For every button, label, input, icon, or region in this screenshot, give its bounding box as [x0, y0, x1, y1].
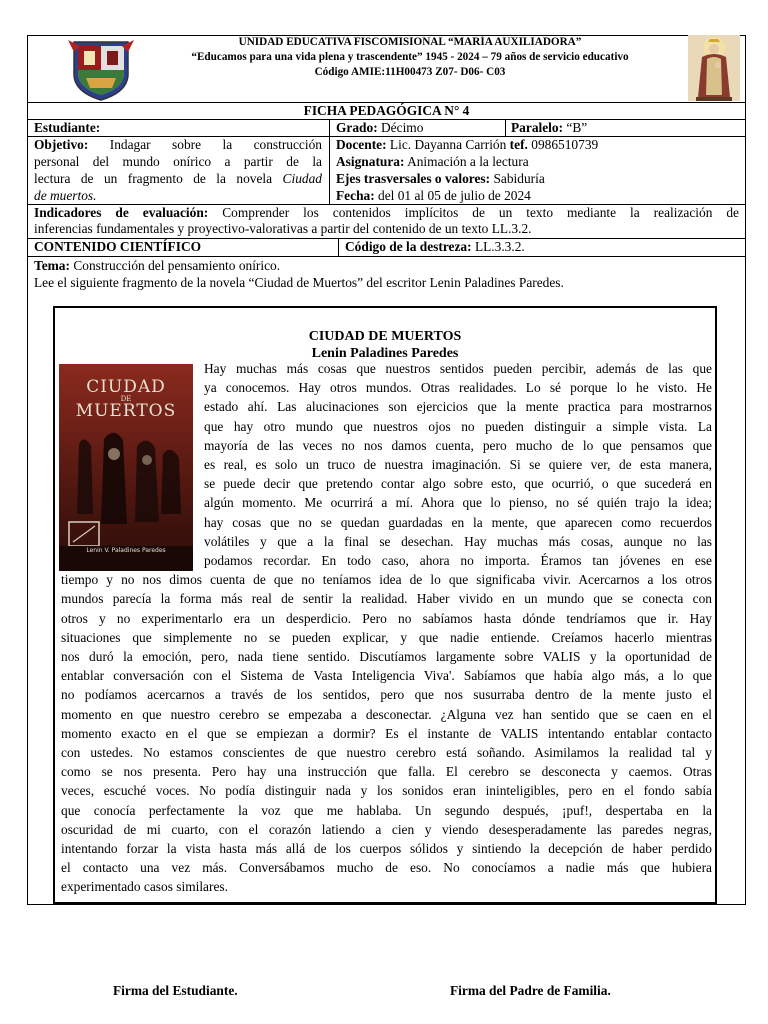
reading-title: CIUDAD DE MUERTOS	[308, 329, 462, 344]
objective-line-1	[34, 137, 322, 153]
book-cover-image	[59, 364, 193, 571]
parallel-field	[511, 120, 587, 136]
reading-line: podamos recordar. En todo caso, ahora no importa. Éramos tan jóvenes en ese	[204, 553, 712, 568]
reading-line: mundos parecía la forma más real de sentir la realidad. Haber vivido en un mundo que se conecta con	[61, 591, 712, 607]
teacher-field	[336, 137, 598, 153]
parallel-value: “B”	[566, 120, 588, 135]
reading-line: mayoría de las veces no nos damos cuenta, pero mucho de lo que pensamos que	[204, 437, 712, 453]
topic-field	[34, 258, 280, 274]
grade-value: Décimo	[381, 120, 424, 135]
reading-line: veces, escuché voces. No podía distinguir nada y los sonidos eran ininteligibles, pero en el fondo sabía	[61, 783, 712, 799]
objective-label: Objetivo:	[34, 137, 89, 152]
indicators-line-2: inferencias fundamentales y proyectivo-valorativas a partir del contenido de un texto LL.3.2.	[34, 221, 532, 236]
reading-line: es real, es solo un truco de nuestra imaginación. Si se quiere ver, de esta manera,	[204, 457, 712, 472]
indicators-text-1: Comprender los contenidos implícitos de un texto mediante la realización de	[222, 205, 740, 220]
objective-text-3: lectura de un fragmento de la novela	[34, 171, 273, 186]
student-signature-label: Firma del Estudiante.	[113, 983, 238, 998]
axes-label: Ejes trasversales o valores:	[336, 171, 491, 186]
reading-line: intentando forzar la vista hasta más allá de los cuerpos sólidos y sintiendo la decepción de haber perdido	[61, 841, 712, 856]
frame-bottom	[27, 904, 746, 905]
frame-left	[27, 35, 28, 905]
reading-line: hay cosas que no se quedan guardadas en la mente, que aparecen como recuerdos	[204, 514, 712, 530]
objective-text-4: de muertos.	[34, 188, 97, 203]
reading-line: Hay muchas más cosas que nuestros sentidos pueden percibir, además de las que	[204, 361, 712, 376]
reading-line: se puede decir que pretendo contar algo sobre esto, que ocurrió, o que sucederá en	[204, 476, 712, 492]
date-label: Fecha:	[336, 188, 375, 203]
objective-line-3	[34, 171, 322, 187]
reading-line: otros y no experimentarlo era un desperdicio. Pero no sabíamos hasta dónde tendríamos que ir. Hay	[61, 610, 712, 626]
subject-label: Asignatura:	[336, 154, 405, 169]
school-code: Código AMIE:11H00473 Z07- D06- C03	[314, 66, 506, 78]
parent-signature-label: Firma del Padre de Familia.	[450, 983, 611, 998]
reading-instruction: Lee el siguiente fragmento de la novela “Ciudad de Muertos” del escritor Lenin Paladines Paredes.	[34, 275, 564, 290]
col-divider-parallel	[505, 119, 506, 137]
skill-field	[345, 239, 525, 255]
reading-line: momento en que nuestro cerebro se empezaba a desconectar. ¿Alguna vez han sentido que se caen en el	[61, 706, 712, 722]
objective-novel-title: Ciudad	[282, 171, 322, 186]
reading-line: el contacto una vez más. Conversábamos mucho de eso. No conocíamos a nadie más que hubiera	[61, 860, 712, 876]
reading-line: entablar conversación con el Sistema de Vasta Inteligencia Viva'. Sabíamos que había algo más, a lo que	[61, 668, 712, 684]
phone-value: 0986510739	[531, 137, 599, 152]
subject-value: Animación a la lectura	[407, 154, 529, 169]
skill-value: LL.3.3.2.	[474, 239, 525, 254]
reading-line: no podíamos acercarnos a través de los sentidos, pero que nos susurraba dentro de la mente justo el	[61, 687, 712, 703]
reading-line: que conocía perfectamente la voz que me hablaba. Un segundo después, ¡puf!, despertaba en la	[61, 802, 712, 818]
phone-label: tef.	[509, 137, 528, 152]
reading-line: que hay otro mundo que nuestros ojos no pueden distinguir a simple vista. La	[204, 418, 712, 434]
rule-under-content	[27, 256, 746, 257]
reading-line: situaciones que simplemente no se pueden explicar, y que nadie entiende. Creíamos hacerlo mientras	[61, 629, 712, 645]
student-label: Estudiante:	[34, 120, 101, 135]
topic-label: Tema:	[34, 258, 70, 273]
objective-line-2: personal del mundo onírico a partir de la	[34, 154, 322, 169]
axes-field	[336, 171, 545, 187]
reading-line: volátiles y que a la final se desechan. Hay muchas más cosas, aunque no las	[204, 533, 712, 549]
school-name: UNIDAD EDUCATIVA FISCOMISIONAL “MARÍA AUXILIADORA”	[238, 36, 582, 48]
reading-line: algún momento. Me ocurrirá a mí. Ahora que lo pienso, no sé quién trajo la idea;	[204, 495, 712, 511]
content-label: CONTENIDO CIENTÍFICO	[34, 239, 202, 254]
skill-label: Código de la destreza:	[345, 239, 472, 254]
cover-title-de: DE	[120, 395, 132, 403]
frame-right	[745, 35, 746, 905]
grade-field	[336, 120, 423, 136]
reading-line: como se nos presenta. Pero hay una instrucción que falla. El cerebro se desconecta y caemos. Otras	[61, 764, 712, 780]
reading-author: Lenin Paladines Paredes	[311, 346, 459, 361]
teacher-label: Docente:	[336, 137, 387, 152]
topic-value: Construcción del pensamiento onírico.	[73, 258, 281, 273]
school-motto: “Educamos para una vida plena y trascendente” 1945 - 2024 – 79 años de servicio educativo	[191, 51, 629, 63]
col-divider-content	[338, 238, 339, 257]
date-value: del 01 al 05 de julio de 2024	[378, 188, 531, 203]
axes-value: Sabiduría	[493, 171, 545, 186]
indicators-line-1	[34, 205, 739, 221]
objective-line-4	[34, 188, 96, 204]
reading-line: ya conocemos. Hay otros mundos. Otras realidades. Lo sé porque lo he visto. He	[204, 380, 712, 396]
teacher-value: Lic. Dayanna Carrión	[389, 137, 507, 152]
reading-line: tiempo y no nos dimos cuenta de que no teníamos idea de lo que significaba vivir. Acercarnos a los otros	[61, 572, 712, 588]
reading-line: momento exacto en el que se empiezan a dormir? Es el instante de VALIS intentando entablar contacto	[61, 725, 712, 741]
reading-line: estado ahí. Las alucinaciones son ejercicios que la mente practica para mostrarnos	[204, 399, 712, 415]
virgin-mary-image	[688, 35, 740, 101]
cover-title-1: CIUDAD	[86, 377, 166, 397]
date-field	[336, 188, 531, 204]
subject-field	[336, 154, 529, 170]
reading-line: experimentado casos similares.	[61, 879, 228, 895]
indicators-label: Indicadores de evaluación:	[34, 205, 209, 220]
cover-author: Lenin V. Paladines Paredes	[86, 547, 166, 554]
reading-line: con ustedes. No estamos conscientes de que nuestro cerebro está soñando. Asimilamos la realidad tal y	[61, 745, 712, 760]
form-title: FICHA PEDAGÓGICA N° 4	[303, 103, 470, 118]
reading-line: nos duró la emoción, pero, nada tiene sentido. Discutíamos largamente sobre VALIS y la oportunidad de	[61, 649, 712, 664]
grade-label: Grado:	[336, 120, 378, 135]
parallel-label: Paralelo:	[511, 120, 564, 135]
school-crest-logo	[66, 36, 136, 102]
reading-line: oscuridad de mi cuarto, con el corazón latiendo a cien y viendo desesperadamente las paredes negras,	[61, 821, 712, 837]
objective-text-1: Indagar sobre la construcción	[109, 137, 322, 152]
col-divider-main	[329, 119, 330, 205]
cover-title-2: MUERTOS	[75, 401, 177, 421]
